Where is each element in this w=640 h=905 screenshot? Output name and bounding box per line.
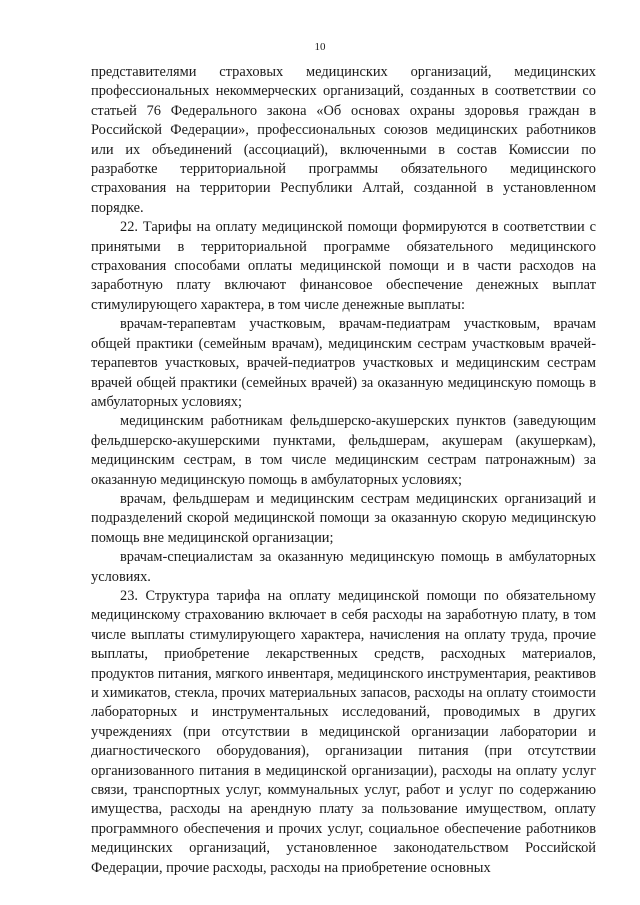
paragraph-item-22: 22. Тарифы на оплату медицинской помощи формируются в соответствии с принятыми в территориальной программе обязательного медицинского страхования способами оплаты медицинской помощи и в части расходов на заработную плату включают финансовое обеспечение денежных выплат стимулирующего характера, в том числе денежные выплаты: [91,219,596,313]
document-body [91,63,596,878]
paragraph-list-item-fap-workers: медицинским работникам фельдшерско-акушерских пунктов (заведующим фельдшерско-акушерскими пунктами, фельдшерам, акушерам (акушеркам), медицинским сестрам, в том числе медицинским сестрам патронажным) за оказанную медицинскую помощь в амбулаторных условиях; [91,413,596,488]
page-number: 10 [314,41,326,53]
paragraph-list-item-therapists: врачам-терапевтам участковым, врачам-педиатрам участковым, врачам общей практики (семейным врачам), медицинским сестрам участковым врачей-терапевтов участковых, врачей-педиатров участковых и медицинским сестрам врачей общей практики (семейных врачей) за оказанную медицинскую помощь в амбулаторных условиях; [91,316,596,410]
paragraph-list-item-specialists: врачам-специалистам за оказанную медицинскую помощь в амбулаторных условиях. [91,549,596,585]
paragraph-list-item-emergency: врачам, фельдшерам и медицинским сестрам медицинских организаций и подразделений скорой медицинской помощи за оказанную скорую медицинскую помощь вне медицинской организации; [91,490,596,546]
paragraph-continuation: представителями страховых медицинских организаций, медицинских профессиональных некоммерческих организаций, созданных в соответствии со статьей 76 Федерального закона «Об основах охраны здоровья граждан в Российской Федерации», профессиональных союзов медицинских работников или их объединений (ассоциаций), включенными в состав Комиссии по разработке территориальной программы обязательного медицинского страхования на территории Республики Алтай, созданной в установленном порядке. [91,64,596,216]
paragraph-item-23: 23. Структура тарифа на оплату медицинской помощи по обязательному медицинскому страхованию включает в себя расходы на заработную плату, в том числе выплаты стимулирующего характера, начисления на оплату труда, прочие выплаты, приобретение лекарственных средств, расходных материалов, продуктов питания, мягкого инвентаря, медицинского инструментария, реактивов и химикатов, стекла, прочих материальных запасов, расходы на оплату стоимости лабораторных и инструментальных исследований, проводимых в других учреждениях (при отсутствии в медицинской организации лаборатории и диагностического оборудования), организации питания (при отсутствии организованного питания в медицинской организации), расходы на оплату услуг связи, транспортных услуг, коммунальных услуг, работ и услуг по содержанию имущества, расходы на арендную плату за пользование имуществом, оплату программного обеспечения и прочих услуг, социальное обеспечение работников медицинских организаций, установленное законодательством Российской Федерации, прочие расходы, расходы на приобретение основных [91,587,596,876]
